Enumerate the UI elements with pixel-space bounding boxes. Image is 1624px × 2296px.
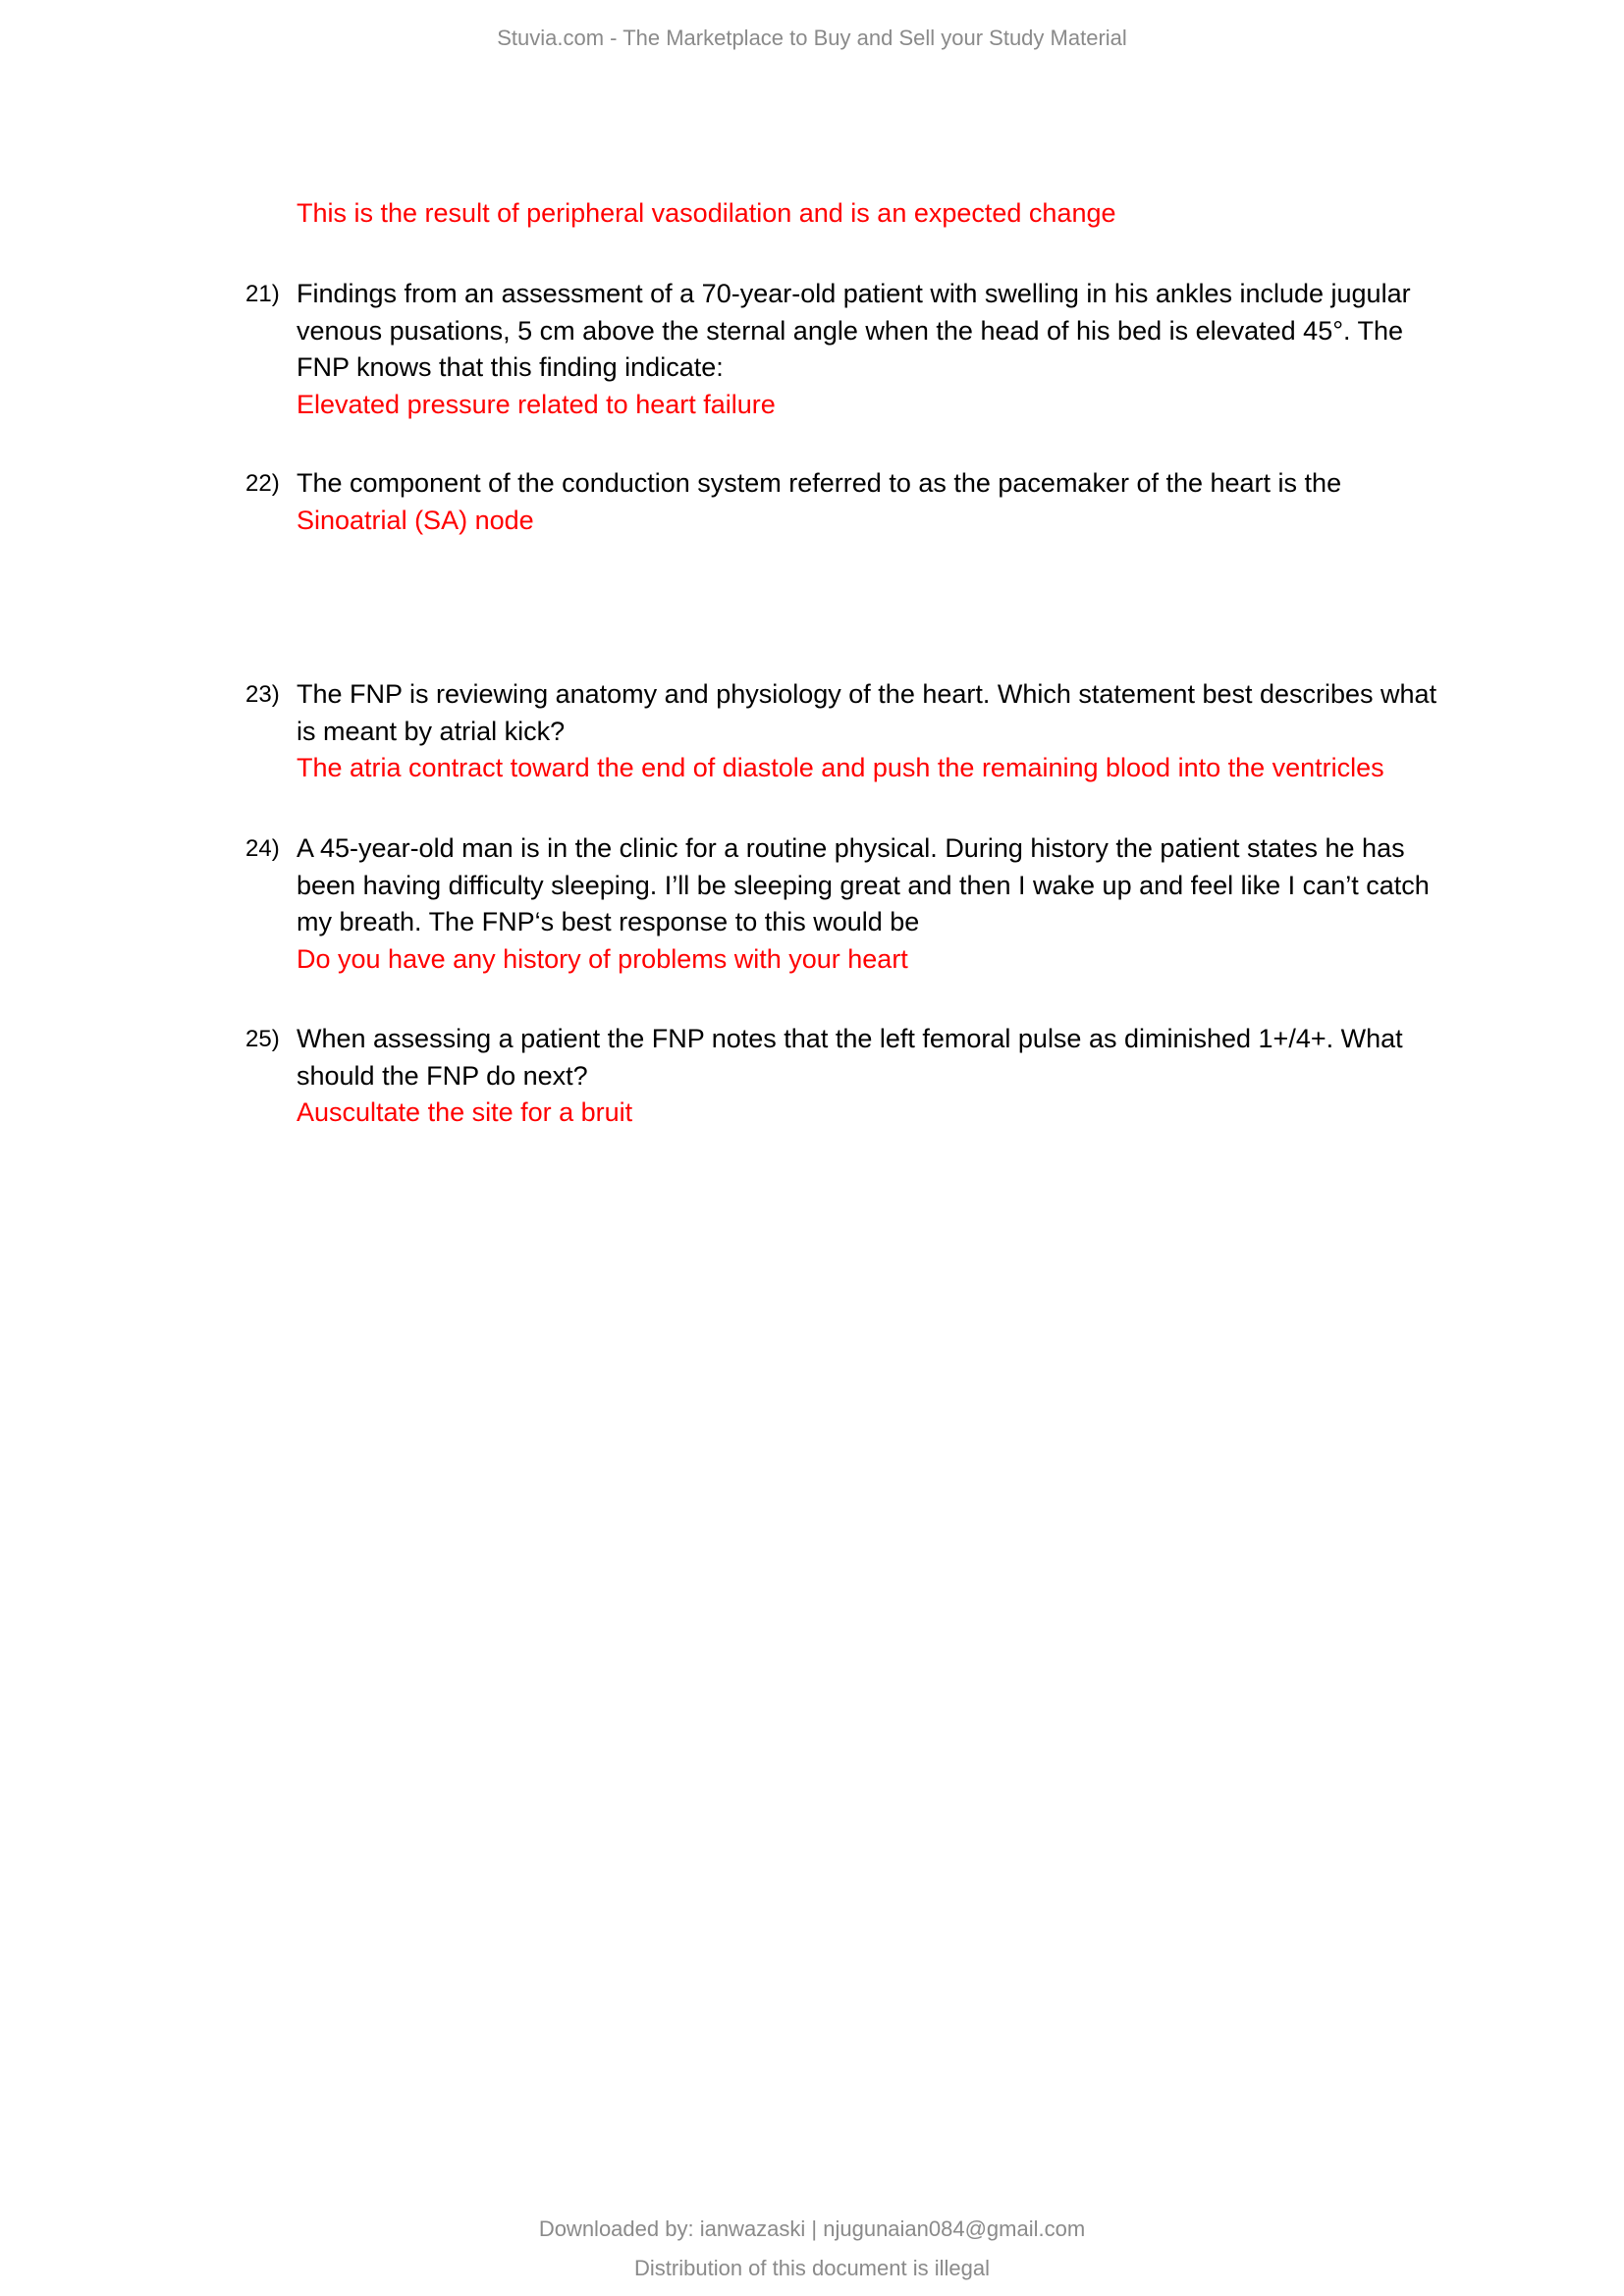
- page-header: Stuvia.com - The Marketplace to Buy and Sell your Study Material: [497, 26, 1127, 50]
- question-text: The component of the conduction system referred to as the pacemaker of the heart is the: [297, 468, 1342, 498]
- answer-text: Do you have any history of problems with your heart: [297, 943, 908, 974]
- footer-distribution-notice: Distribution of this document is illegal: [634, 2256, 990, 2280]
- question-number: 24): [245, 835, 280, 862]
- answer-text: Sinoatrial (SA) node: [297, 505, 534, 535]
- question-text: FNP knows that this finding indicate:: [297, 352, 724, 382]
- question-number: 22): [245, 470, 280, 497]
- question-number: 23): [245, 681, 280, 708]
- question-text: venous pusations, 5 cm above the sternal angle when the head of his bed is elevated 45°. The: [297, 315, 1404, 346]
- question-text: The FNP is reviewing anatomy and physiology of the heart. Which statement best describes what: [297, 679, 1437, 709]
- question-text: is meant by atrial kick?: [297, 716, 566, 746]
- question-text: Findings from an assessment of a 70-year-old patient with swelling in his ankles include jugular: [297, 279, 1411, 308]
- question-text: A 45-year-old man is in the clinic for a routine physical. During history the patient states he has: [297, 833, 1405, 863]
- question-number: 25): [245, 1026, 280, 1052]
- answer-text: Elevated pressure related to heart failure: [297, 389, 776, 419]
- question-25: [245, 1021, 1534, 1132]
- question-number: 21): [245, 281, 280, 307]
- question-text: been having difficulty sleeping. I’ll be sleeping great and then I wake up and feel like I can’t catch: [297, 870, 1430, 900]
- footer-downloaded-by: Downloaded by: ianwazaski | njugunaian084@gmail.com: [538, 2216, 1086, 2241]
- question-21: [245, 276, 1534, 423]
- carryover-answer: This is the result of peripheral vasodilation and is an expected change: [297, 198, 1116, 228]
- answer-text: Auscultate the site for a bruit: [297, 1097, 633, 1127]
- answer-text: The atria contract toward the end of diastole and push the remaining blood into the ventricles: [297, 753, 1384, 782]
- question-text: When assessing a patient the FNP notes that the left femoral pulse as diminished 1+/4+. What: [297, 1024, 1403, 1053]
- question-text: should the FNP do next?: [297, 1060, 588, 1091]
- question-24: [245, 830, 1534, 978]
- question-23: [245, 676, 1534, 787]
- question-22: [245, 465, 1534, 539]
- question-text: my breath. The FNP‘s best response to this would be: [297, 907, 920, 936]
